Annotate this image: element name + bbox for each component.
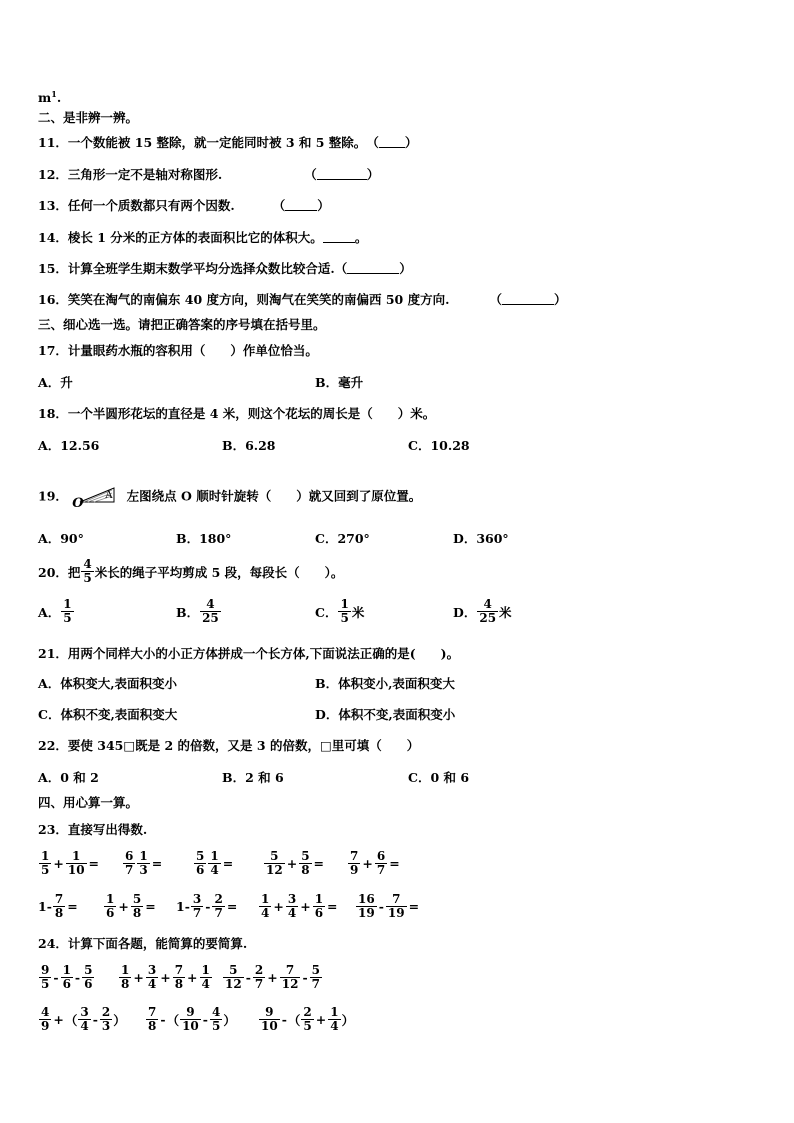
calc-23-4: $\frac{5}{12}$ + $\frac{5}{8}$ = — [266, 849, 325, 877]
q17-option-a[interactable]: A．升 — [38, 375, 73, 390]
calc-24-6: $\frac{9}{10}$ - （ $\frac{2}{5}$ + $\frac{1}{4}$ ） — [261, 1005, 355, 1033]
answer-blank[interactable] — [323, 230, 355, 243]
question-20: 20．把 $\frac{4}{5}$ 米长的绳子平均剪成 5 段，每段长（ ）。 — [38, 557, 344, 585]
question-14: 14．棱长 1 分米的正方体的表面积比它的体积大。 。 — [38, 230, 368, 245]
answer-blank[interactable] — [347, 261, 399, 274]
q18-option-a[interactable]: A．12.56 — [38, 438, 100, 453]
calc-23-9: $\frac{1}{4}$ + $\frac{3}{4}$ + $\frac{1}{6}$ = — [261, 892, 338, 920]
calc-24-1: $\frac{9}{5}$ - $\frac{1}{6}$ - $\frac{5}{6}$ — [41, 963, 93, 991]
section-2-title: 二、是非辨一辨。 — [38, 110, 139, 125]
calc-23-8: 1- $\frac{3}{7}$ - $\frac{2}{7}$ = — [176, 892, 238, 920]
question-24: 24．计算下面各题，能简算的要简算. — [38, 936, 248, 951]
q22-option-b[interactable]: B．2 和 6 — [222, 770, 284, 785]
answer-blank[interactable] — [317, 167, 367, 180]
q22-option-a[interactable]: A．0 和 2 — [38, 770, 99, 785]
q21-option-a[interactable]: A．体积变大,表面积变小 — [38, 676, 178, 691]
top-fragment: $m^1$. — [38, 89, 62, 106]
calc-23-3: $\frac{5}{6}$ $\frac{1}{4}$ = — [196, 849, 234, 877]
q20-option-d[interactable]: D． $\frac{4}{25}$ 米 — [453, 597, 512, 625]
q20-option-a[interactable]: A． $\frac{1}{5}$ — [38, 597, 72, 625]
q19-option-d[interactable]: D．360° — [453, 531, 509, 546]
calc-24-5: $\frac{7}{8}$ - （ $\frac{9}{10}$ - $\frac{4}{5}$ ） — [148, 1005, 236, 1033]
section-4-title: 四、用心算一算。 — [38, 795, 139, 810]
question-23: 23．直接写出得数. — [38, 822, 148, 837]
calc-24-4: $\frac{4}{9}$ + （ $\frac{3}{4}$ - $\frac{2}{3}$ ） — [41, 1005, 126, 1033]
calc-24-3: $\frac{5}{12}$ - $\frac{2}{7}$ + $\frac{7}{12}$ - $\frac{5}{7}$ — [225, 963, 321, 991]
question-15: 15．计算全班学生期末数学平均分选择众数比较合适.（ ） — [38, 261, 412, 276]
calc-23-10: $\frac{16}{19}$ - $\frac{7}{19}$ = — [358, 892, 420, 920]
q19-option-c[interactable]: C．270° — [315, 531, 370, 546]
question-16: 16．笑笑在淘气的南偏东 40 度方向，则淘气在笑笑的南偏西 50 度方向. （ ） — [38, 292, 567, 307]
question-12: 12．三角形一定不是轴对称图形. （ ） — [38, 167, 380, 182]
answer-blank[interactable] — [502, 292, 554, 305]
calc-23-7: $\frac{1}{6}$ + $\frac{5}{8}$ = — [106, 892, 156, 920]
question-11: 11．一个数能被 15 整除，就一定能同时被 3 和 5 整除。 （ ） — [38, 135, 418, 150]
q18-option-b[interactable]: B．6.28 — [222, 438, 276, 453]
calc-23-5: $\frac{7}{9}$ + $\frac{6}{7}$ = — [350, 849, 400, 877]
answer-blank[interactable] — [379, 135, 405, 148]
q17-option-b[interactable]: B．毫升 — [315, 375, 364, 390]
q21-option-b[interactable]: B．体积变小,表面积变大 — [315, 676, 455, 691]
q21-option-c[interactable]: C．体积不变,表面积变大 — [38, 707, 178, 722]
calc-23-6: 1- $\frac{7}{8}$ = — [38, 892, 78, 920]
q18-option-c[interactable]: C．10.28 — [408, 438, 470, 453]
question-18: 18．一个半圆形花坛的直径是 4 米，则这个花坛的周长是（ ）米。 — [38, 406, 436, 421]
question-22: 22．要使 345□既是 2 的倍数，又是 3 的倍数，□里可填（ ） — [38, 738, 420, 753]
q21-option-d[interactable]: D．体积不变,表面积变小 — [315, 707, 456, 722]
calc-24-2: $\frac{1}{8}$ + $\frac{3}{4}$ + $\frac{7}{8}$ + $\frac{1}{4}$ — [121, 963, 210, 991]
question-21: 21．用两个同样大小的小正方体拼成一个长方体,下面说法正确的是( )。 — [38, 646, 460, 661]
q20-option-c[interactable]: C． $\frac{1}{5}$ 米 — [315, 597, 365, 625]
q19-option-b[interactable]: B．180° — [176, 531, 232, 546]
question-19: 19． O A 左图绕点 O 顺时针旋转（ ）就又回到了原位置。 — [38, 484, 421, 510]
calc-23-2: $\frac{6}{7}$ $\frac{1}{3}$ = — [125, 849, 163, 877]
point-o-label: O — [72, 496, 84, 511]
question-17: 17．计量眼药水瓶的容积用（ ）作单位恰当。 — [38, 343, 318, 358]
section-3-title: 三、细心选一选。请把正确答案的序号填在括号里。 — [38, 317, 326, 332]
answer-blank[interactable] — [285, 198, 317, 211]
q19-option-a[interactable]: A．90° — [38, 531, 84, 546]
question-13: 13．任何一个质数都只有两个因数. （ ） — [38, 198, 330, 213]
q20-option-b[interactable]: B． $\frac{4}{25}$ — [176, 597, 219, 625]
q22-option-c[interactable]: C．0 和 6 — [408, 770, 470, 785]
calc-23-1: $\frac{1}{5}$ + $\frac{1}{10}$ = — [41, 849, 100, 877]
rotation-figure — [74, 484, 120, 510]
point-a-label: A — [105, 490, 113, 501]
